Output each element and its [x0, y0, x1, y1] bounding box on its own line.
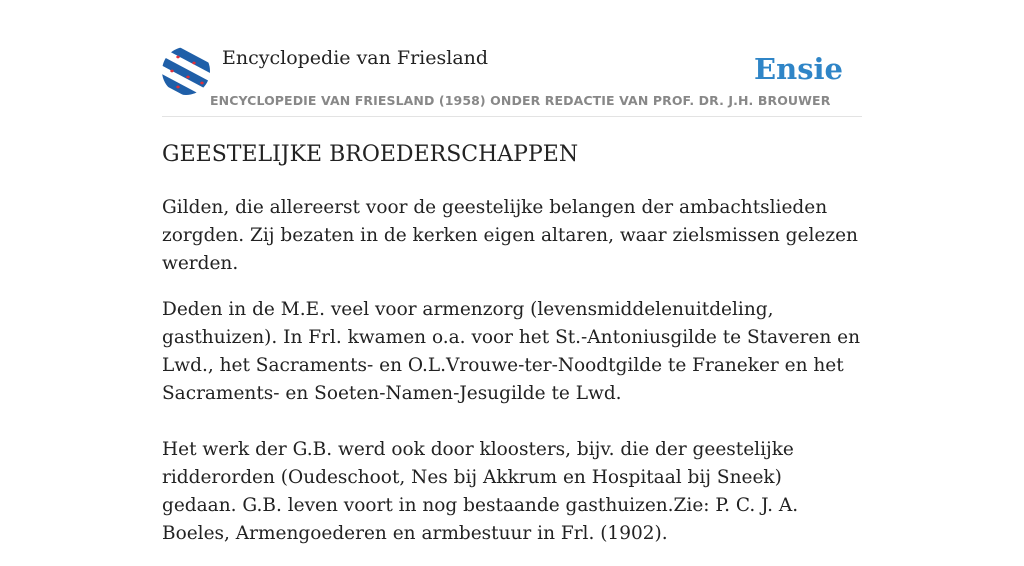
site-header [162, 46, 862, 117]
article-paragraph: Gilden, die allereerst voor de geestelijke belangen der ambachtslieden zorgden. Zij bezaten in de kerken eigen altaren, waar zielsmissen gelezen werden. [162, 197, 858, 274]
article [162, 140, 862, 566]
ensie-brand-logo[interactable]: Ensie [754, 52, 843, 86]
article-title: GEESTELIJKE BROEDERSCHAPPEN [162, 142, 579, 167]
frisian-flag-logo-icon[interactable] [162, 47, 210, 95]
source-subtitle: ENCYCLOPEDIE VAN FRIESLAND (1958) ONDER REDACTIE VAN PROF. DR. J.H. BROUWER [210, 93, 831, 108]
source-title[interactable]: Encyclopedie van Friesland [222, 47, 489, 69]
article-paragraph: Deden in de M.E. veel voor armenzorg (levensmiddelenuitdeling, gasthuizen). In Frl. kwamen o.a. voor het St.-Antoniusgilde te Staveren en Lwd., het Sacraments- en O.L.Vrouwe-ter-Noodtgilde te Franeker en het Sacraments- en Soeten-Namen-Jesugilde te Lwd. Het werk der G.B. werd ook door kloosters, bijv. die der geestelijke ridderorden (Oudeschoot, Nes bij Akkrum en Hospitaal bij Sneek) gedaan. G.B. leven voort in nog bestaande gasthuizen.Zie: P. C. J. A. Boeles, Armengoederen en armbestuur in Frl. (1902). [162, 299, 860, 544]
